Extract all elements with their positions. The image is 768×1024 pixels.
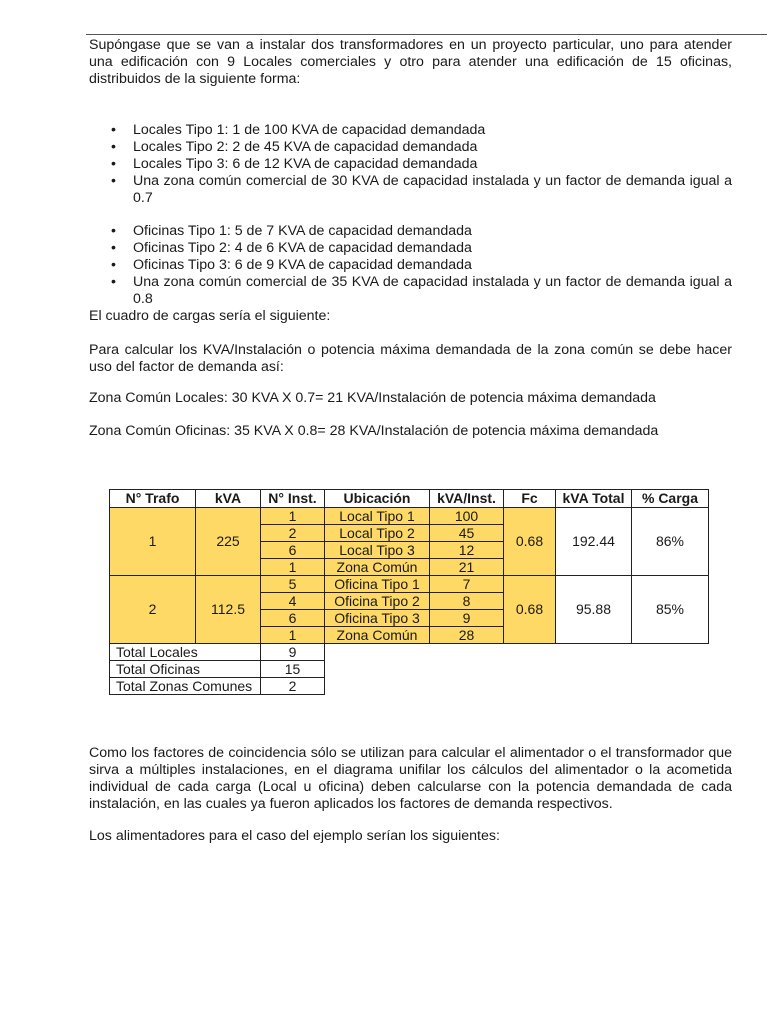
kva-total-cell: 192.44 <box>556 508 632 576</box>
fc-cell: 0.68 <box>504 576 556 644</box>
load-table <box>109 489 709 695</box>
alimentadores-paragraph: Los alimentadores para el caso del ejemplo serían los siguientes: <box>89 828 500 844</box>
totals-row <box>110 678 709 695</box>
kva-inst-cell: 100 <box>430 508 504 525</box>
total-value: 2 <box>261 678 325 695</box>
inst-cell: 1 <box>261 627 325 644</box>
col-header: N° Trafo <box>110 490 196 508</box>
zona-locales-paragraph: Zona Común Locales: 30 KVA X 0.7= 21 KVA/Instalación de potencia máxima demandada <box>89 390 656 406</box>
list-item: • Locales Tipo 2: 2 de 45 KVA de capacidad demandada <box>89 139 732 156</box>
kva-inst-cell: 9 <box>430 610 504 627</box>
kva-cell: 112.5 <box>196 576 261 644</box>
kva-inst-cell: 28 <box>430 627 504 644</box>
ubicacion-cell: Local Tipo 1 <box>325 508 430 525</box>
ubicacion-cell: Local Tipo 3 <box>325 542 430 559</box>
kva-inst-cell: 12 <box>430 542 504 559</box>
fc-cell: 0.68 <box>504 508 556 576</box>
total-value: 15 <box>261 661 325 678</box>
list-item: • Locales Tipo 3: 6 de 12 KVA de capacidad demandada <box>89 156 732 173</box>
totals-row <box>110 644 709 661</box>
table-header-row <box>110 490 709 508</box>
total-label: Total Locales <box>110 644 261 661</box>
carga-cell: 86% <box>632 508 709 576</box>
list-item: • Locales Tipo 1: 1 de 100 KVA de capacidad demandada <box>89 122 732 139</box>
list-item: • Una zona común comercial de 35 KVA de capacidad instalada y un factor de demanda igual a 0.8 <box>89 274 732 308</box>
col-header: % Carga <box>632 490 709 508</box>
inst-cell: 4 <box>261 593 325 610</box>
inst-cell: 5 <box>261 576 325 593</box>
kva-cell: 225 <box>196 508 261 576</box>
ubicacion-cell: Oficina Tipo 3 <box>325 610 430 627</box>
inst-cell: 6 <box>261 542 325 559</box>
table-row <box>110 508 709 525</box>
col-header: N° Inst. <box>261 490 325 508</box>
ubicacion-cell: Zona Común <box>325 627 430 644</box>
col-header: kVA/Inst. <box>430 490 504 508</box>
ubicacion-cell: Zona Común <box>325 559 430 576</box>
list-item: • Oficinas Tipo 3: 6 de 9 KVA de capacidad demandada <box>89 257 732 274</box>
kva-inst-cell: 45 <box>430 525 504 542</box>
cuadro-paragraph: El cuadro de cargas sería el siguiente: <box>89 308 331 324</box>
col-header: Fc <box>504 490 556 508</box>
trafo-cell: 2 <box>110 576 196 644</box>
trafo-cell: 1 <box>110 508 196 576</box>
top-rule <box>86 34 767 35</box>
inst-cell: 2 <box>261 525 325 542</box>
totals-row <box>110 661 709 678</box>
kva-total-cell: 95.88 <box>556 576 632 644</box>
intro-paragraph: Supóngase que se van a instalar dos transformadores en un proyecto particular, uno para atender una edificación con 9 Locales comerciales y otro para atender una edificación de 15 oficinas, distribuidos de la siguiente forma: <box>89 37 732 87</box>
kva-inst-cell: 21 <box>430 559 504 576</box>
calcular-paragraph: Para calcular los KVA/Instalación o potencia máxima demandada de la zona común se debe hacer uso del factor de demanda así: <box>89 342 732 375</box>
zona-oficinas-paragraph: Zona Común Oficinas: 35 KVA X 0.8= 28 KVA/Instalación de potencia máxima demandada <box>89 423 659 439</box>
total-label: Total Zonas Comunes <box>110 678 261 695</box>
table-row <box>110 576 709 593</box>
col-header: kVA Total <box>556 490 632 508</box>
inst-cell: 1 <box>261 508 325 525</box>
list-item: • Una zona común comercial de 30 KVA de capacidad instalada y un factor de demanda igual a 0.7 <box>89 173 732 207</box>
col-header: Ubicación <box>325 490 430 508</box>
factores-paragraph: Como los factores de coincidencia sólo se utilizan para calcular el alimentador o el transformador que sirva a múltiples instalaciones, en el diagrama unifilar los cálculos del alimentador o la acometida individual de cada carga (Local u oficina) deben calcularse con la potencia demandada de cada instalación, en las cuales ya fueron aplicados los factores de demanda respectivos. <box>89 745 732 812</box>
carga-cell: 85% <box>632 576 709 644</box>
kva-inst-cell: 8 <box>430 593 504 610</box>
col-header: kVA <box>196 490 261 508</box>
inst-cell: 1 <box>261 559 325 576</box>
ubicacion-cell: Local Tipo 2 <box>325 525 430 542</box>
total-value: 9 <box>261 644 325 661</box>
bullet-list-locales <box>89 122 732 207</box>
ubicacion-cell: Oficina Tipo 1 <box>325 576 430 593</box>
kva-inst-cell: 7 <box>430 576 504 593</box>
bullet-list-oficinas <box>89 223 732 308</box>
list-item: • Oficinas Tipo 1: 5 de 7 KVA de capacidad demandada <box>89 223 732 240</box>
total-label: Total Oficinas <box>110 661 261 678</box>
ubicacion-cell: Oficina Tipo 2 <box>325 593 430 610</box>
list-item: • Oficinas Tipo 2: 4 de 6 KVA de capacidad demandada <box>89 240 732 257</box>
inst-cell: 6 <box>261 610 325 627</box>
